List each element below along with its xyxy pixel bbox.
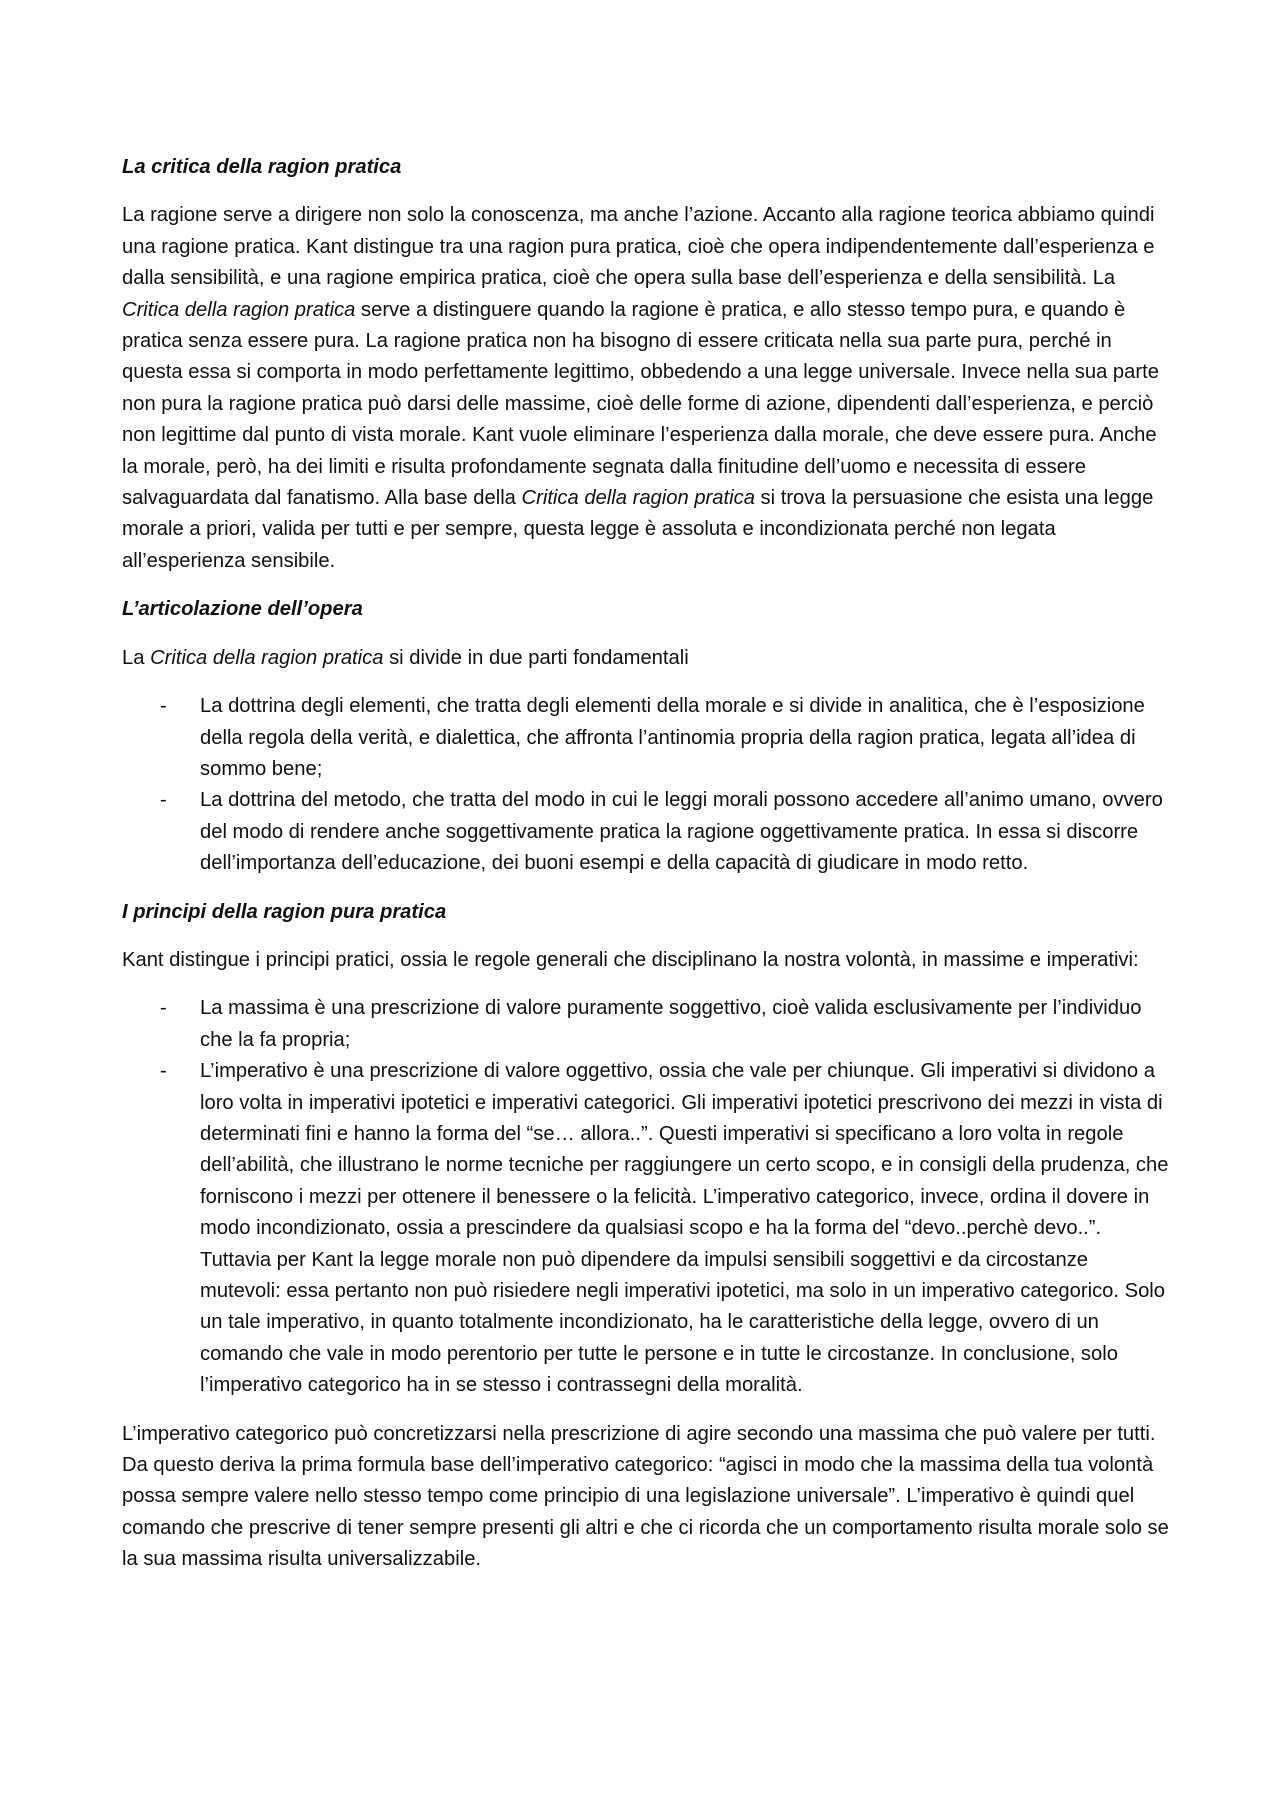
text-run: serve a distinguere quando la ragione è pratica, e allo stesso tempo pura, e quando è pratica senza essere pura. La ragione pratica non ha bisogno di essere criticata nella sua parte pura, perché in questa essa si comporta in modo perfettamente legittimo, obbedendo a una legge universale. Invece nella sua parte non pura la ragione pratica può darsi delle massime, cioè delle forme di azione, dipendenti dall’esperienza, e perciò non legittime dal punto di vista morale. Kant vuole eliminare l’esperienza dalla morale, che deve essere pura. Anche la morale, però, ha dei limiti e risulta profondamente segnata dalla finitudine dell’uomo e necessita di essere salvaguardata dal fanatismo. Alla base della: [122, 298, 1159, 510]
section-heading-critica: La critica della ragion pratica: [122, 156, 402, 178]
list-item: [122, 691, 1172, 785]
section-heading-principi: I principi della ragion pura pratica: [122, 900, 447, 923]
italic-title: Critica della ragion pratica: [150, 646, 384, 669]
text-run: si divide in due parti fondamentali: [383, 646, 689, 669]
paragraph-articolazione-intro: [122, 643, 1172, 674]
dash-marker: -: [160, 1060, 167, 1083]
italic-title: Critica della ragion pratica: [521, 487, 755, 510]
list-parti: [122, 691, 1172, 879]
paragraph-ragione-pratica: [122, 200, 1172, 577]
list-item-text: L’imperativo è una prescrizione di valore oggettivo, ossia che vale per chiunque. Gli imperativi si dividono a loro volta in imperativi ipotetici e imperativi categorici. Gli imperativi ipotetici prescrivono dei mezzi in vista di determinati fini e hanno la forma del “se… allora..”. Questi imperativi si specificano a loro volta in regole dell’abilità, che illustrano le norme tecniche per raggiungere un certo scopo, e in consigli della prudenza, che forniscono i mezzi per ottenere il benessere o la felicità. L’imperativo categorico, invece, ordina il dovere in modo incondizionato, ossia a prescindere da qualsiasi scopo e ha la forma del “devo..perchè devo..”. Tuttavia per Kant la legge morale non può dipendere da impulsi sensibili soggettivi e da circostanze mutevoli: essa pertanto non può risiedere negli imperativi ipotetici, ma solo in un imperativo categorico. Solo un tale imperativo, in quanto totalmente incondizionato, ha le caratteristiche della legge, ovvero di un comando che vale in modo perentorio per tutte le persone e in tutte le circostanze. In conclusione, solo l’imperativo categorico ha in se stesso i contrassegni della moralità.: [200, 1060, 1169, 1397]
list-item: [122, 785, 1172, 879]
list-item: [122, 1056, 1172, 1401]
list-item: [122, 993, 1172, 1056]
dash-marker: -: [160, 997, 167, 1020]
document-page: [122, 152, 1172, 1593]
dash-marker: -: [160, 789, 167, 812]
list-principi: [122, 993, 1172, 1401]
text-run: La ragione serve a dirigere non solo la conoscenza, ma anche l’azione. Accanto alla ragione teorica abbiamo quindi una ragione pratica. Kant distingue tra una ragion pura pratica, cioè che opera indipendentemente dall’esperienza e dalla sensibilità, e una ragione empirica pratica, cioè che opera sulla base dell’esperienza e della sensibilità. La: [122, 204, 1155, 290]
list-item-text: La dottrina del metodo, che tratta del modo in cui le leggi morali possono accedere all’animo umano, ovvero del modo di rendere anche soggettivamente pratica la ragione oggettivamente pratica. In essa si discorre dell’importanza dell’educazione, dei buoni esempi e della capacità di giudicare in modo retto.: [200, 789, 1163, 875]
section-heading-articolazione: L’articolazione dell’opera: [122, 598, 363, 621]
dash-marker: -: [160, 695, 167, 718]
list-item-text: La massima è una prescrizione di valore puramente soggettivo, cioè valida esclusivamente per l’individuo che la fa propria;: [200, 997, 1142, 1051]
text-run: si trova la persuasione che esista una legge morale a priori, valida per tutti e per sempre, questa legge è assoluta e incondizionata perché non legata all’esperienza sensibile.: [122, 487, 1154, 572]
list-item-text: La dottrina degli elementi, che tratta degli elementi della morale e si divide in analitica, che è l’esposizione della regola della verità, e dialettica, che affronta l’antinomia propria della ragion pratica, legata all’idea di sommo bene;: [200, 695, 1145, 780]
text-run: La: [122, 646, 151, 669]
italic-title: Critica della ragion pratica: [122, 298, 356, 321]
paragraph-principi-intro: Kant distingue i principi pratici, ossia le regole generali che disciplinano la nostra volontà, in massime e imperativi:: [122, 948, 1139, 971]
paragraph-imperativo-categorico: L’imperativo categorico può concretizzarsi nella prescrizione di agire secondo una massima che può valere per tutti. Da questo deriva la prima formula base dell’imperativo categorico: “agisci in modo che la massima della tua volontà possa sempre valere nello stesso tempo come principio di una legislazione universale”. L’imperativo è quindi quel comando che prescrive di tener sempre presenti gli altri e che ci ricorda che un comportamento risulta morale solo se la sua massima risulta universalizzabile.: [122, 1422, 1169, 1571]
